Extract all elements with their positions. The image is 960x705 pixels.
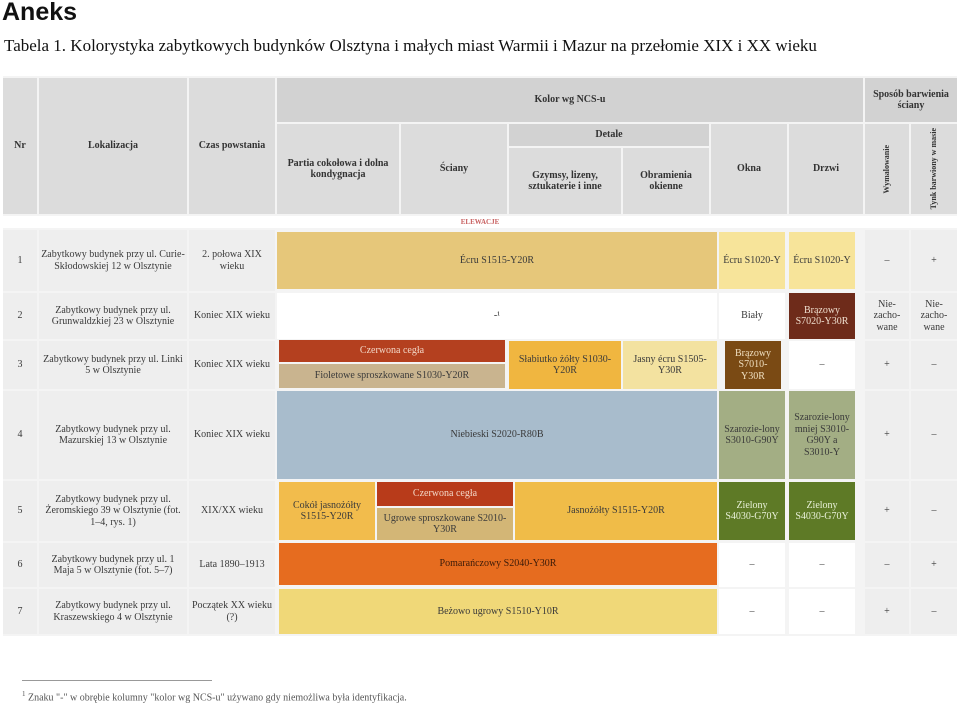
row3-okna-color: Brązowy S7010-Y30R: [725, 341, 781, 389]
row7-lokalizacja: Zabytkowy budynek przy ul. Kraszewskiego 4 w Olsztynie: [39, 589, 187, 634]
row3-czas: Koniec XIX wieku: [189, 341, 275, 389]
row1-walls-color: Écru S1515-Y20R: [277, 232, 717, 289]
header-czas: Czas powstania: [189, 78, 275, 214]
footnote: [22, 690, 407, 703]
header-tynk: [911, 124, 957, 214]
row6-tynk: +: [911, 543, 957, 587]
row6-lokalizacja: Zabytkowy budynek przy ul. 1 Maja 5 w Olsztynie (fot. 5–7): [39, 543, 187, 587]
subheader-row: [3, 216, 957, 228]
header-okna: Okna: [711, 124, 787, 214]
header-wymalowanie-label: Wymalowanie: [882, 144, 892, 194]
row1-nr: 1: [3, 230, 37, 291]
header-kolor: Kolor wg NCS-u: [277, 78, 863, 122]
color-table: [3, 76, 957, 636]
row7-czas: Początek XX wieku (?): [189, 589, 275, 634]
header-wymalowanie: [865, 124, 909, 214]
row4-tynk: –: [911, 391, 957, 479]
row3-nr: 3: [3, 341, 37, 389]
header-nr: Nr: [3, 78, 37, 214]
row5-tynk: –: [911, 481, 957, 541]
row1-okna-color: Écru S1020-Y: [719, 232, 785, 289]
row3-drzwi: –: [789, 341, 855, 389]
row7-walls-color: Beżowo ugrowy S1510-Y10R: [279, 589, 717, 634]
row2-okna-color: Biały: [719, 293, 785, 339]
row7-tynk: –: [911, 589, 957, 634]
row5-walls-color: Jasnożółty S1515-Y20R: [515, 482, 717, 540]
row3-obramienia-color: Jasny écru S1505-Y30R: [623, 341, 717, 389]
row1-wymalowanie: –: [865, 230, 909, 291]
row3-wymalowanie: +: [865, 341, 909, 389]
row5-cokol-color: Cokół jasnożółty S1515-Y20R: [279, 482, 375, 540]
row3-fiolet-color: Fioletowe sproszkowane S1030-Y20R: [279, 364, 505, 388]
header-obramienia: Obramienia okienne: [623, 148, 709, 214]
row7-okna: –: [719, 589, 785, 634]
row1-czas: 2. połowa XIX wieku: [189, 230, 275, 291]
row2-drzwi-color: Brązowy S7020-Y30R: [789, 293, 855, 339]
row5-czas: XIX/XX wieku: [189, 481, 275, 541]
row4-drzwi-color: Szarozie-lony mniej S3010-G90Y a S3010-Y: [789, 391, 855, 479]
footnote-rule: [22, 680, 212, 681]
row5-wymalowanie: +: [865, 481, 909, 541]
row6-drzwi: –: [789, 543, 855, 587]
row7-nr: 7: [3, 589, 37, 634]
row5-nr: 5: [3, 481, 37, 541]
row1-lokalizacja: Zabytkowy budynek przy ul. Curie-Skłodowskiej 12 w Olsztynie: [39, 230, 187, 291]
row3-tynk: –: [911, 341, 957, 389]
header-gzymsy: Gzymsy, lizeny, sztukaterie i inne: [509, 148, 621, 214]
row2-walls-color: -¹: [277, 293, 717, 339]
footnote-mark: 1: [22, 690, 26, 698]
row2-wymalowanie: Nie-zacho-wane: [865, 293, 909, 339]
row3-lokalizacja: Zabytkowy budynek przy ul. Linki 5 w Olsztynie: [39, 341, 187, 389]
row6-okna: –: [719, 543, 785, 587]
row1-tynk: +: [911, 230, 957, 291]
header-tynk-label: Tynk barwiony w masie: [929, 128, 939, 210]
header-sposob: Sposób barwienia ściany: [865, 78, 957, 122]
header-partia: Partia cokołowa i dolna kondygnacja: [277, 124, 399, 214]
row6-wymalowanie: –: [865, 543, 909, 587]
row2-nr: 2: [3, 293, 37, 339]
row4-lokalizacja: Zabytkowy budynek przy ul. Mazurskiej 13 w Olsztynie: [39, 391, 187, 479]
footnote-text: Znaku "-" w obrębie kolumny "kolor wg NCS-u" używano gdy niemożliwa była identyfikacja.: [28, 692, 407, 704]
row4-okna-color: Szarozie-lony S3010-G90Y: [719, 391, 785, 479]
row5-lokalizacja: Zabytkowy budynek przy ul. Żeromskiego 39 w Olsztynie (fot. 1–4, rys. 1): [39, 481, 187, 541]
row1-drzwi-color: Écru S1020-Y: [789, 232, 855, 289]
row5-okna-color: Zielony S4030-G70Y: [719, 482, 785, 540]
row4-nr: 4: [3, 391, 37, 479]
row6-czas: Lata 1890–1913: [189, 543, 275, 587]
row7-wymalowanie: +: [865, 589, 909, 634]
row3-cegla-color: Czerwona cegła: [279, 340, 505, 362]
row2-lokalizacja: Zabytkowy budynek przy ul. Grunwaldzkiej 23 w Olsztynie: [39, 293, 187, 339]
row4-walls-color: Niebieski S2020-R80B: [277, 391, 717, 479]
header-drzwi: Drzwi: [789, 124, 863, 214]
row7-drzwi: –: [789, 589, 855, 634]
header-lokalizacja: Lokalizacja: [39, 78, 187, 214]
header-sciany: Ściany: [401, 124, 507, 214]
row2-tynk: Nie-zacho-wane: [911, 293, 957, 339]
subheader-label: ELEWACJE: [460, 217, 500, 226]
row5-drzwi-color: Zielony S4030-G70Y: [789, 482, 855, 540]
row4-wymalowanie: +: [865, 391, 909, 479]
header-detale: Detale: [509, 124, 709, 146]
row5-ugrowe-color: Ugrowe sproszkowane S2010-Y30R: [377, 508, 513, 540]
row6-nr: 6: [3, 543, 37, 587]
row5-cegla-color: Czerwona cegła: [377, 482, 513, 506]
section-heading: Aneks: [2, 0, 78, 26]
row6-walls-color: Pomarańczowy S2040-Y30R: [279, 543, 717, 585]
row3-gzymsy-color: Słabiutko żółty S1030-Y20R: [509, 341, 621, 389]
row4-czas: Koniec XIX wieku: [189, 391, 275, 479]
table-caption: Tabela 1. Kolorystyka zabytkowych budynków Olsztyna i małych miast Warmii i Mazur na przełomie XIX i XX wieku: [4, 36, 817, 55]
row2-czas: Koniec XIX wieku: [189, 293, 275, 339]
